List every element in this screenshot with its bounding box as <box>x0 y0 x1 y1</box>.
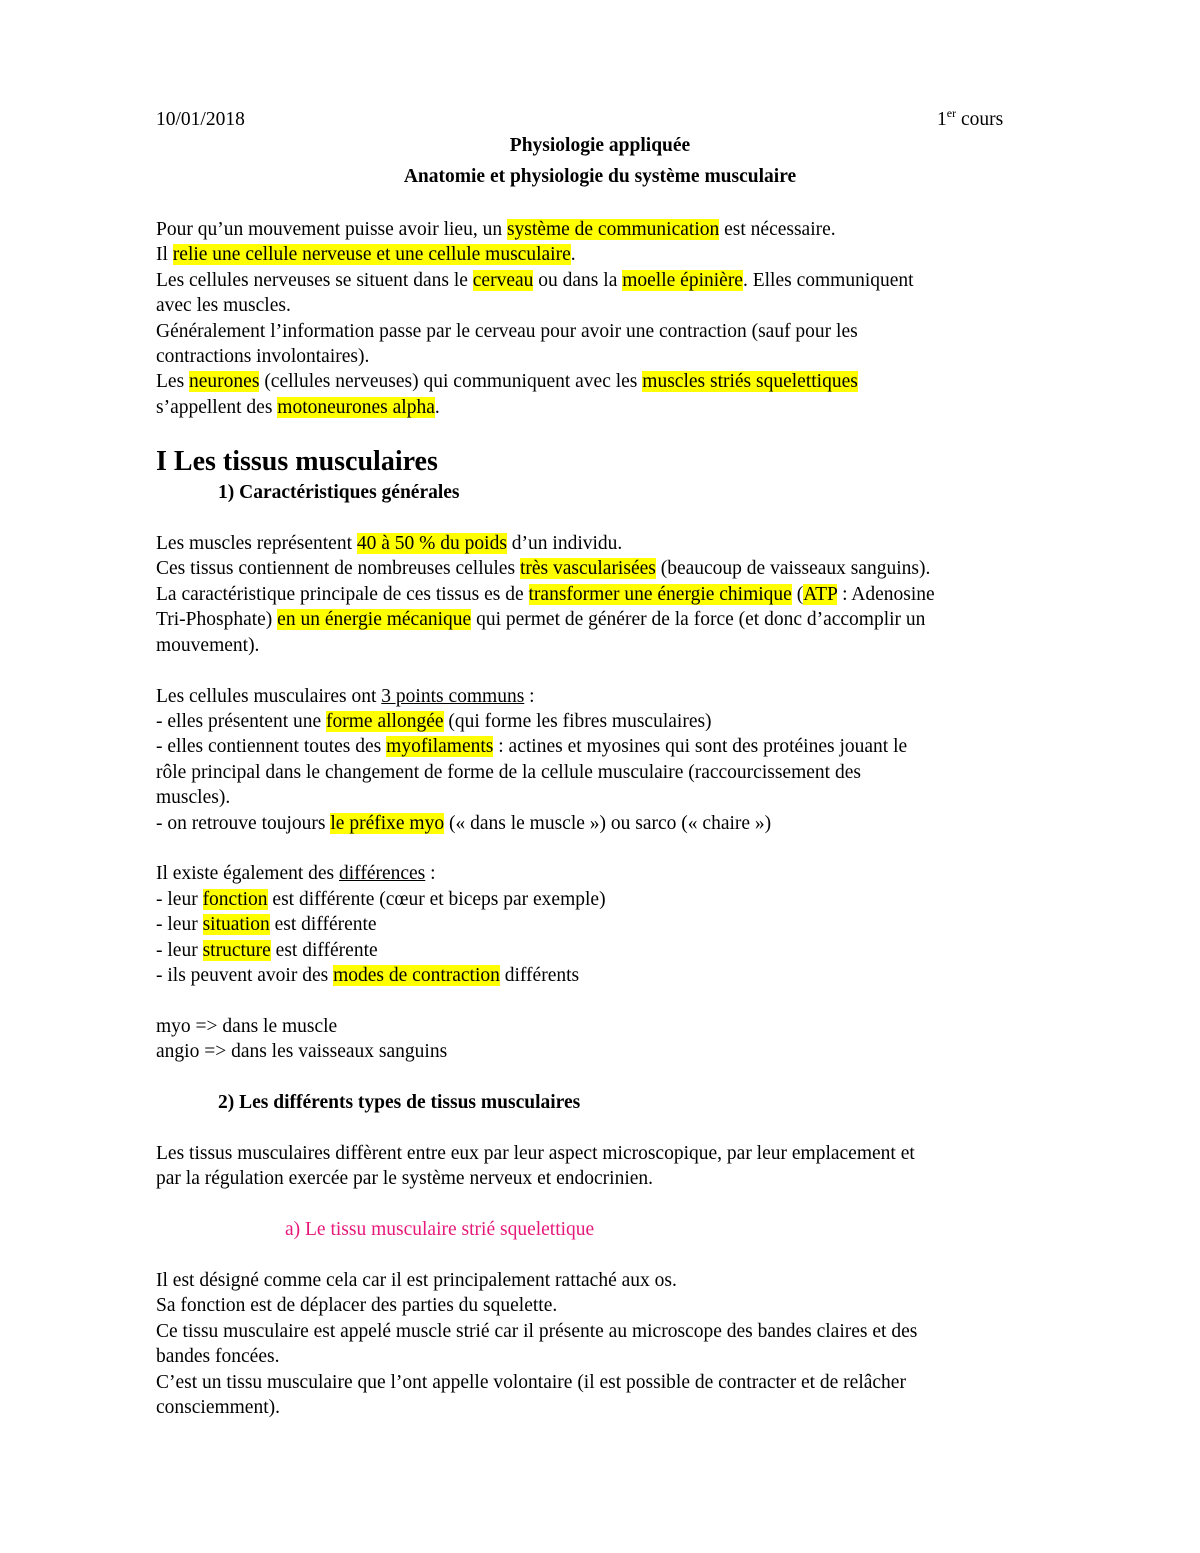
text: - leur <box>156 889 203 910</box>
text: (cellules nerveuses) qui communiquent avec les <box>259 371 643 392</box>
para-line: C’est un tissu musculaire que l’ont appelle volontaire (il est possible de contracter et de relâcher <box>156 1372 906 1393</box>
intro-line-7 <box>156 369 858 394</box>
common-points-intro <box>156 684 535 709</box>
list-item <box>156 938 378 963</box>
text: Les cellules nerveuses se situent dans le <box>156 270 473 291</box>
highlight: ATP <box>803 584 838 605</box>
para-line: mouvement). <box>156 635 260 656</box>
course-number <box>937 107 1003 132</box>
differences-intro <box>156 861 436 886</box>
subheading-2: 2) Les différents types de tissus musculaires <box>218 1092 581 1113</box>
text: Les <box>156 371 190 392</box>
highlight: forme allongée <box>326 711 444 732</box>
text: s’appellent des <box>156 397 278 418</box>
text: Il <box>156 244 173 265</box>
highlight: 40 à 50 % du poids <box>356 533 507 554</box>
para-line: Sa fonction est de déplacer des parties du squelette. <box>156 1295 558 1316</box>
text: est différente <box>269 914 377 935</box>
text: . Elles communiquent <box>742 270 914 291</box>
intro-line-6: contractions involontaires). <box>156 346 370 367</box>
para-line: consciemment). <box>156 1397 280 1418</box>
list-item-cont: rôle principal dans le changement de forme de la cellule musculaire (raccourcissement des <box>156 762 861 783</box>
highlight: moelle épinière <box>622 270 743 291</box>
highlight: myofilaments <box>386 736 494 757</box>
text: Ces tissus contiennent de nombreuses cellules <box>156 558 520 579</box>
page-subtitle: Anatomie et physiologie du système musculaire <box>403 166 797 187</box>
highlight: transformer une énergie chimique <box>528 584 792 605</box>
highlight: modes de contraction <box>333 965 500 986</box>
course-num: 1 <box>937 109 947 130</box>
highlight: cerveau <box>472 270 534 291</box>
text: : actines et myosines qui sont des protéines jouant le <box>493 736 908 757</box>
text: - on retrouve toujours <box>156 813 331 834</box>
highlight: le préfixe myo <box>330 813 445 834</box>
list-item <box>156 709 712 734</box>
highlight: motoneurones alpha <box>277 397 435 418</box>
para-line: Les tissus musculaires diffèrent entre eux par leur aspect microscopique, par leur emplacement et <box>156 1143 915 1164</box>
list-item <box>156 887 606 912</box>
highlight: neurones <box>189 371 260 392</box>
underlined: 3 points communs <box>381 686 525 707</box>
text: (beaucoup de vaisseaux sanguins). <box>655 558 931 579</box>
text: Tri-Phosphate) <box>156 609 278 630</box>
text: : <box>425 863 436 884</box>
list-item <box>156 963 579 988</box>
para-line <box>156 607 925 632</box>
highlight: très vascularisées <box>519 558 656 579</box>
subheading-1: 1) Caractéristiques générales <box>218 482 460 503</box>
highlight: structure <box>202 940 271 961</box>
text: La caractéristique principale de ces tissus es de <box>156 584 529 605</box>
text: qui permet de générer de la force (et donc d’accomplir un <box>471 609 926 630</box>
text: - ils peuvent avoir des <box>156 965 334 986</box>
intro-line-3 <box>156 268 914 293</box>
highlight: situation <box>202 914 270 935</box>
text: . <box>434 397 440 418</box>
text: . <box>570 244 576 265</box>
highlight: fonction <box>202 889 268 910</box>
list-item <box>156 912 377 937</box>
prefix-myo: myo => dans le muscle <box>156 1016 338 1037</box>
text: - elles contiennent toutes des <box>156 736 387 757</box>
section-heading: I Les tissus musculaires <box>156 446 438 477</box>
text: Pour qu’un mouvement puisse avoir lieu, un <box>156 219 507 240</box>
intro-line-5: Généralement l’information passe par le cerveau pour avoir une contraction (sauf pour les <box>156 321 858 342</box>
text: ( <box>791 584 804 605</box>
para-line <box>156 556 930 581</box>
highlight: muscles striés squelettiques <box>642 371 858 392</box>
text: (qui forme les fibres musculaires) <box>443 711 712 732</box>
text: : Adenosine <box>837 584 935 605</box>
text: - elles présentent une <box>156 711 327 732</box>
page-title: Physiologie appliquée <box>509 135 691 156</box>
text: (« dans le muscle ») ou sarco (« chaire ») <box>444 813 772 834</box>
course-word: cours <box>956 109 1004 130</box>
text: différents <box>499 965 580 986</box>
text: - leur <box>156 940 203 961</box>
highlight: en un énergie mécanique <box>277 609 472 630</box>
list-item <box>156 811 771 836</box>
intro-line-8 <box>156 395 440 420</box>
highlight: relie une cellule nerveuse et une cellule musculaire <box>172 244 571 265</box>
list-item-cont: muscles). <box>156 787 231 808</box>
text: est nécessaire. <box>719 219 836 240</box>
text: d’un individu. <box>506 533 623 554</box>
text: - leur <box>156 914 203 935</box>
para-line: bandes foncées. <box>156 1346 280 1367</box>
underlined: différences <box>339 863 426 884</box>
subheading-a: a) Le tissu musculaire strié squelettique <box>285 1219 595 1240</box>
text: ou dans la <box>533 270 623 291</box>
text: Les muscles représentent <box>156 533 357 554</box>
highlight: système de communication <box>506 219 720 240</box>
date: 10/01/2018 <box>156 109 245 130</box>
para-line: Ce tissu musculaire est appelé muscle strié car il présente au microscope des bandes claires et des <box>156 1321 918 1342</box>
course-sup: er <box>946 106 957 120</box>
text: est différente (cœur et biceps par exemple) <box>267 889 606 910</box>
intro-line-2 <box>156 242 576 267</box>
text: : <box>524 686 535 707</box>
text: Les cellules musculaires ont <box>156 686 382 707</box>
intro-line-4: avec les muscles. <box>156 295 291 316</box>
prefix-angio: angio => dans les vaisseaux sanguins <box>156 1041 448 1062</box>
intro-line-1 <box>156 217 836 242</box>
para-line: par la régulation exercée par le système nerveux et endocrinien. <box>156 1168 654 1189</box>
para-line: Il est désigné comme cela car il est principalement rattaché aux os. <box>156 1270 677 1291</box>
text: est différente <box>270 940 378 961</box>
list-item <box>156 734 907 759</box>
para-line <box>156 531 622 556</box>
para-line <box>156 582 935 607</box>
text: Il existe également des <box>156 863 340 884</box>
